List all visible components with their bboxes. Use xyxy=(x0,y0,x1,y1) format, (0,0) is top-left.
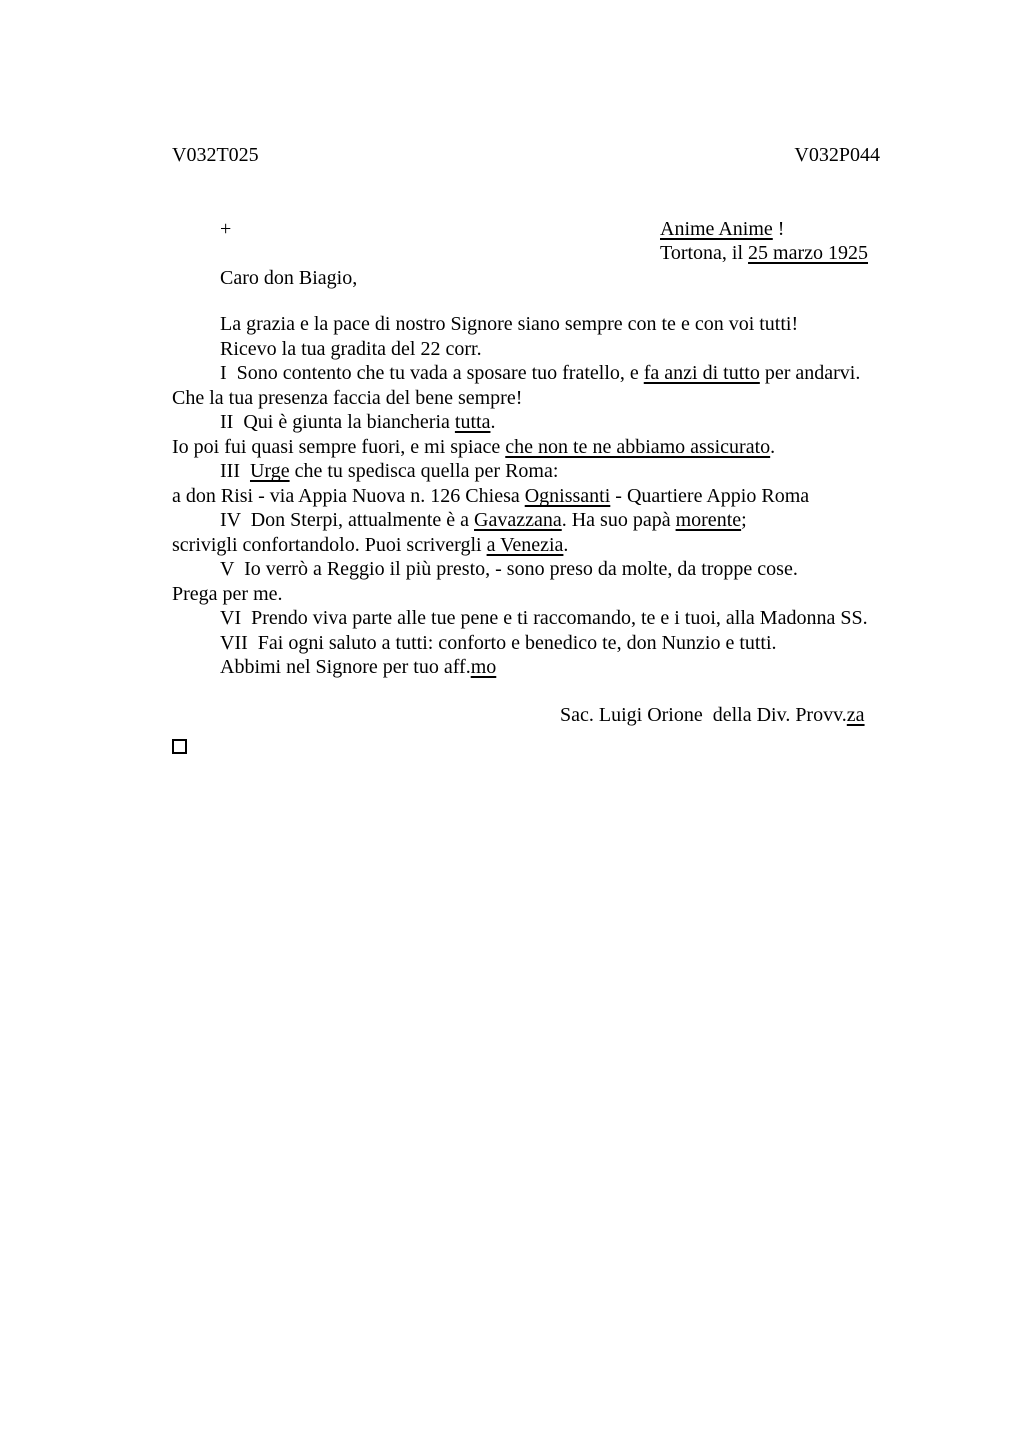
heading-right-block xyxy=(660,217,880,266)
text-segment: VII Fai ogni saluto a tutti: conforto e benedico te, don Nunzio e tutti. xyxy=(220,631,777,654)
salutation xyxy=(172,266,880,291)
letter-line xyxy=(172,484,880,509)
letter-heading xyxy=(172,217,880,266)
cross-mark: + xyxy=(220,217,232,240)
underlined-text-segment: a Venezia xyxy=(486,533,564,556)
text-segment: Caro don Biagio, xyxy=(220,266,358,289)
letter-line xyxy=(172,386,880,411)
text-segment: V Io verrò a Reggio il più presto, - sono preso da molte, da troppe cose. xyxy=(220,558,798,580)
text-segment: - Quartiere Appio Roma xyxy=(610,484,810,507)
underlined-text-segment: Anime Anime xyxy=(660,217,773,240)
letter-line xyxy=(172,312,880,337)
letter-body xyxy=(172,312,880,680)
underlined-text-segment: fa anzi di tutto xyxy=(643,362,760,384)
text-segment: Che la tua presenza faccia del bene sempre! xyxy=(172,386,523,409)
text-segment: La grazia e la pace di nostro Signore siano sempre con te e con voi tutti! xyxy=(220,313,799,335)
text-segment: Tortona, il xyxy=(660,242,749,264)
underlined-text-segment: za xyxy=(846,703,865,726)
letter-line xyxy=(172,361,880,386)
underlined-text-segment: Ognissanti xyxy=(524,484,611,507)
letter-line xyxy=(172,508,880,533)
underlined-text-segment: tutta xyxy=(454,411,491,433)
text-segment: . Ha suo papà xyxy=(561,509,676,531)
underlined-text-segment: 25 marzo 1925 xyxy=(748,242,869,264)
letter-line xyxy=(172,410,880,435)
letter-line xyxy=(172,337,880,362)
text-segment: Sac. Luigi Orione della Div. Provv. xyxy=(560,703,847,726)
letter-line xyxy=(172,631,880,656)
letter-line xyxy=(660,241,880,266)
empty-checkbox xyxy=(172,739,187,754)
underlined-text-segment: Urge xyxy=(249,460,290,482)
letter-line xyxy=(172,606,880,631)
text-segment: . xyxy=(490,411,496,433)
text-segment: per andarvi. xyxy=(759,362,861,384)
letter-line xyxy=(172,533,880,558)
text-segment: che tu spedisca quella per Roma: xyxy=(289,460,559,482)
text-segment: II Qui è giunta la biancheria xyxy=(220,411,455,433)
text-segment: III xyxy=(220,460,250,482)
text-segment: VI Prendo viva parte alle tue pene e ti raccomando, te e i tuoi, alla Madonna SS. xyxy=(220,607,868,629)
letter-line xyxy=(172,266,880,291)
underlined-text-segment: che non te ne abbiamo assicurato xyxy=(505,435,771,458)
text-segment: a don Risi - via Appia Nuova n. 126 Chiesa xyxy=(172,484,525,507)
text-segment: Io poi fui quasi sempre fuori, e mi spiace xyxy=(172,435,506,458)
text-segment: scrivigli confortandolo. Puoi scrivergli xyxy=(172,533,487,556)
letter-line xyxy=(560,703,880,728)
footer xyxy=(172,732,880,757)
document-code-left: V032T025 xyxy=(172,144,259,166)
document-code-right: V032P044 xyxy=(794,144,880,166)
text-segment: Prega per me. xyxy=(172,582,283,605)
signature xyxy=(172,703,880,728)
letter-line xyxy=(660,217,880,242)
text-segment: . xyxy=(770,435,776,458)
text-segment: Ricevo la tua gradita del 22 corr. xyxy=(220,337,482,360)
letter-line xyxy=(172,459,880,484)
page-header xyxy=(172,143,880,168)
letter-line xyxy=(172,435,880,460)
letter-line xyxy=(172,582,880,607)
letter-line xyxy=(172,557,880,582)
text-segment: ; xyxy=(741,509,747,531)
text-segment: IV Don Sterpi, attualmente è a xyxy=(220,509,475,531)
underlined-text-segment: morente xyxy=(675,509,742,531)
underlined-text-segment: Gavazzana xyxy=(474,509,562,531)
letter-line xyxy=(172,655,880,680)
text-segment: Abbimi nel Signore per tuo aff. xyxy=(220,656,471,678)
underlined-text-segment: mo xyxy=(470,656,497,678)
text-segment: . xyxy=(563,533,569,556)
text-segment: I Sono contento che tu vada a sposare tuo fratello, e xyxy=(220,362,644,384)
text-segment: ! xyxy=(772,217,785,240)
